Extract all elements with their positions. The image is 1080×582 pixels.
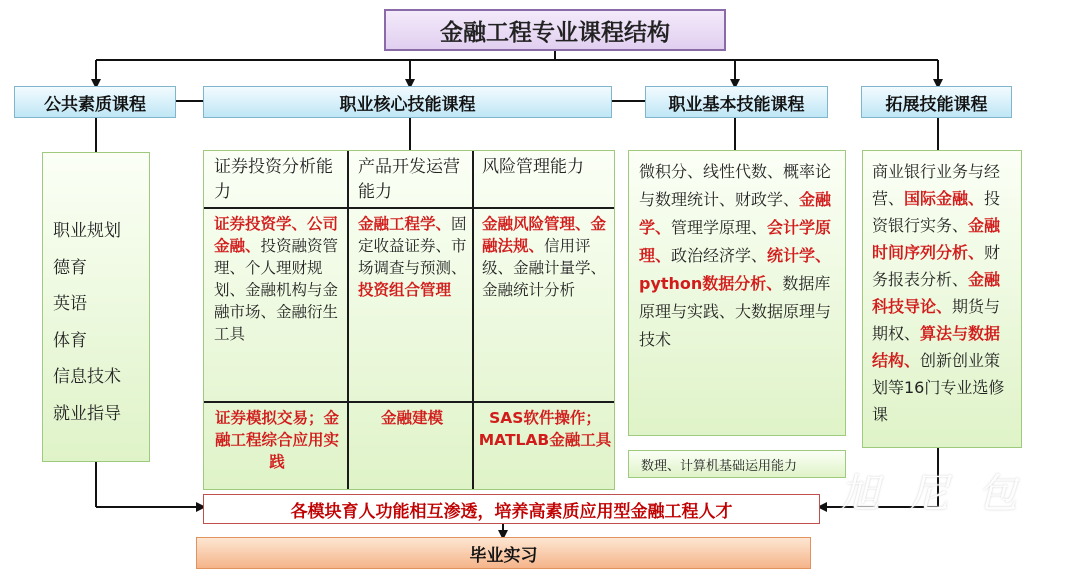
internship-box: 毕业实习 (196, 537, 811, 569)
highlighted-course: 会计学原理、 (639, 218, 832, 265)
public-course-item: 德育 (53, 257, 87, 278)
course: 管理学原理、 (671, 218, 768, 237)
diagram-title: 金融工程专业课程结构 (384, 9, 726, 51)
highlighted-course: 金融时间序列分析、 (872, 216, 1001, 262)
core-course-text (482, 213, 612, 301)
highlighted-course: 金融风险管理、 (482, 215, 591, 233)
core-course-text (358, 213, 470, 301)
core-practice: SAS软件操作；MATLAB金融工具 (478, 409, 612, 449)
highlighted-course: 金融学、 (639, 190, 832, 237)
course: 微积分、线性代数、概率论与数理统计、财政学、 (639, 162, 832, 209)
core-course-text (214, 213, 344, 345)
highlighted-course: 投资组合管理 (358, 281, 452, 299)
category-basic: 职业基本技能课程 (645, 86, 828, 118)
core-column-header: 证券投资分析能力 (214, 157, 333, 202)
course: 数据库原理与实践、大数据原理与技术 (639, 274, 832, 349)
public-course-item: 信息技术 (53, 367, 121, 387)
public-course-item: 英语 (53, 294, 87, 314)
highlighted-course: 公司金融、 (214, 215, 339, 255)
course: 商业银行业务与经营、 (872, 162, 1001, 208)
basic-course-list (628, 150, 846, 436)
public-course-list (42, 152, 150, 462)
category-core: 职业核心技能课程 (203, 86, 612, 118)
training-goal: 各模块育人功能相互渗透，培养高素质应用型金融工程人才 (203, 494, 820, 524)
course: 财务报表分析、 (872, 243, 1001, 289)
course: 信用评级、金融计量学、金融统计分析 (482, 237, 607, 299)
highlighted-course: 金融法规、 (482, 215, 607, 255)
highlighted-course: 金融科技导论、 (872, 270, 1001, 316)
course: 期货与期权、 (872, 297, 1001, 343)
highlighted-course: 国际金融、 (904, 189, 985, 208)
public-course-item: 职业规划 (53, 221, 121, 241)
extension-course-list (862, 150, 1022, 448)
highlighted-course: 算法与数据结构、 (872, 324, 1001, 370)
public-course-item: 就业指导 (53, 403, 121, 424)
category-extension: 拓展技能课程 (861, 86, 1012, 118)
course: 政治经济学、 (671, 246, 768, 265)
core-practice: 金融建模 (380, 409, 443, 427)
course: 投资银行实务、 (872, 189, 1001, 235)
course: 固定收益证券、市场调查与预测、 (358, 215, 467, 277)
highlighted-course: python数据分析、 (639, 274, 783, 293)
public-course-item: 体育 (53, 330, 87, 351)
course: 创新创业策划等16门专业选修课 (872, 351, 1005, 424)
core-column-header: 风险管理能力 (482, 157, 584, 177)
core-practice: 证券模拟交易；金融工程综合应用实践 (214, 409, 339, 471)
category-public: 公共素质课程 (14, 86, 176, 118)
highlighted-course: 金融工程学、 (358, 215, 452, 233)
core-skills-grid (203, 150, 615, 490)
highlighted-course: 统计学、 (767, 246, 832, 265)
watermark: 旭 尼 包 (840, 471, 1026, 517)
course: 投资融资管理、个人理财规划、金融机构与金融市场、金融衍生工具 (214, 237, 339, 343)
core-column-header: 产品开发运营能力 (358, 157, 460, 202)
basic-ability-label: 数理、计算机基础运用能力 (628, 450, 846, 478)
highlighted-course: 证券投资学、 (214, 215, 308, 233)
